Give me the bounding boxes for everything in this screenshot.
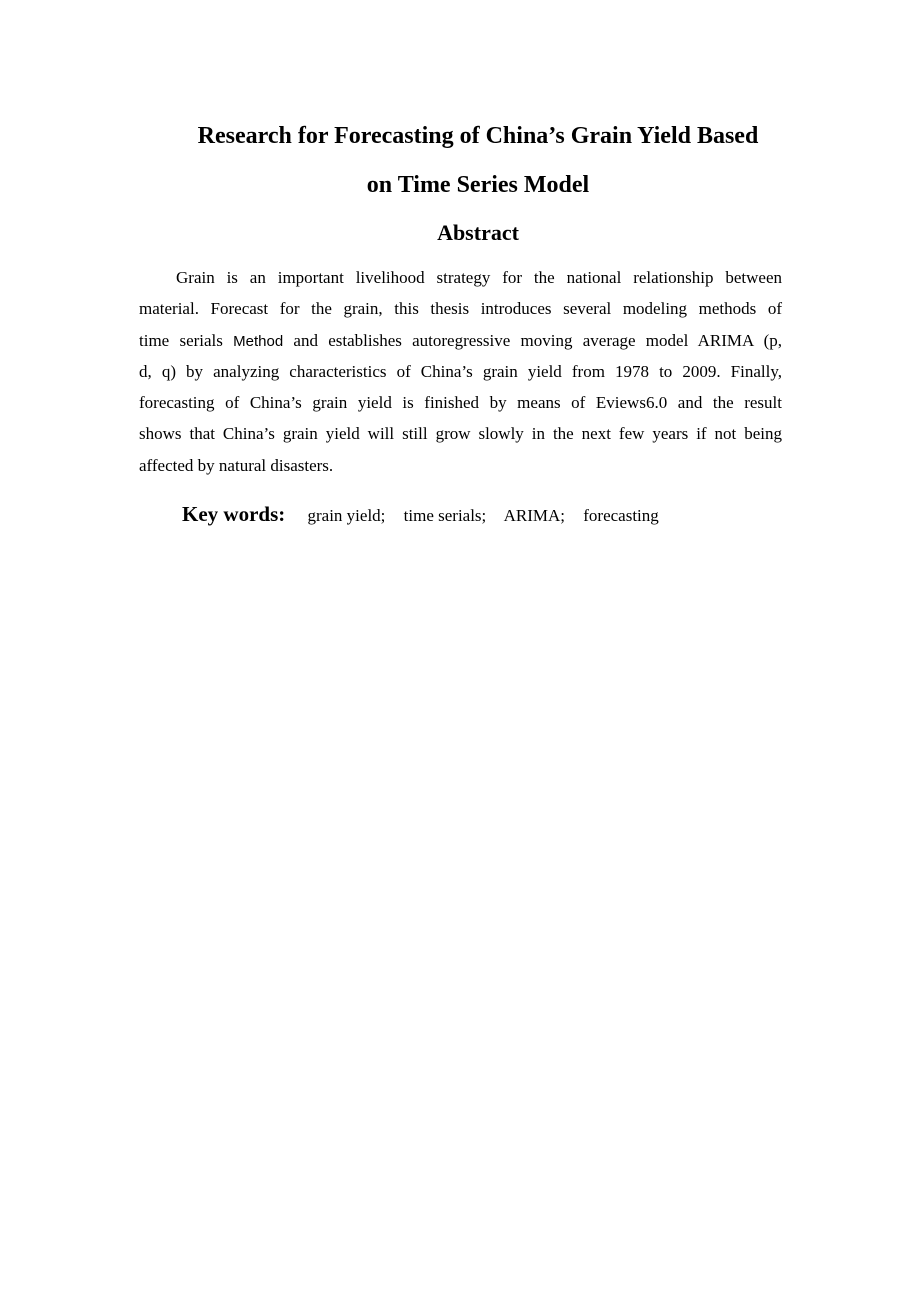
keywords-label: Key words:: [182, 502, 286, 526]
abstract-line-1: Grain is an important livelihood strategy for the national relationship between: [176, 268, 782, 287]
abstract-line-4: d, q) by analyzing characteristics of China’s grain yield from 1978 to 2009. Finally,: [139, 361, 782, 381]
paper-title-line-2: on Time Series Model: [366, 172, 590, 198]
abstract-line-6: shows that China’s grain yield will still grow slowly in the next few years if not being: [139, 424, 782, 444]
abstract-line-3-end: and establishes autoregressive moving average model ARIMA (p,: [283, 330, 782, 350]
abstract-line-5: forecasting of China’s grain yield is finished by means of Eviews6.0 and the result: [139, 393, 782, 413]
keyword-item: grain yield;: [307, 506, 386, 525]
abstract-line-2: material. Forecast for the grain, this thesis introduces several modeling methods of: [139, 299, 782, 319]
keyword-item: forecasting: [583, 506, 659, 525]
abstract-method-word: Method: [233, 332, 284, 350]
abstract-line-7: affected by natural disasters.: [139, 455, 334, 475]
paper-title-line-1: Research for Forecasting of China’s Grain Yield Based: [197, 123, 759, 149]
abstract-line-3-start: time serials: [139, 330, 234, 350]
keyword-item: time serials;: [403, 506, 487, 525]
keywords-row: [182, 500, 673, 530]
abstract-heading: Abstract: [437, 220, 519, 245]
abstract-line-3: [139, 325, 782, 356]
abstract-body: [139, 262, 782, 481]
keyword-item: ARIMA;: [503, 506, 565, 525]
